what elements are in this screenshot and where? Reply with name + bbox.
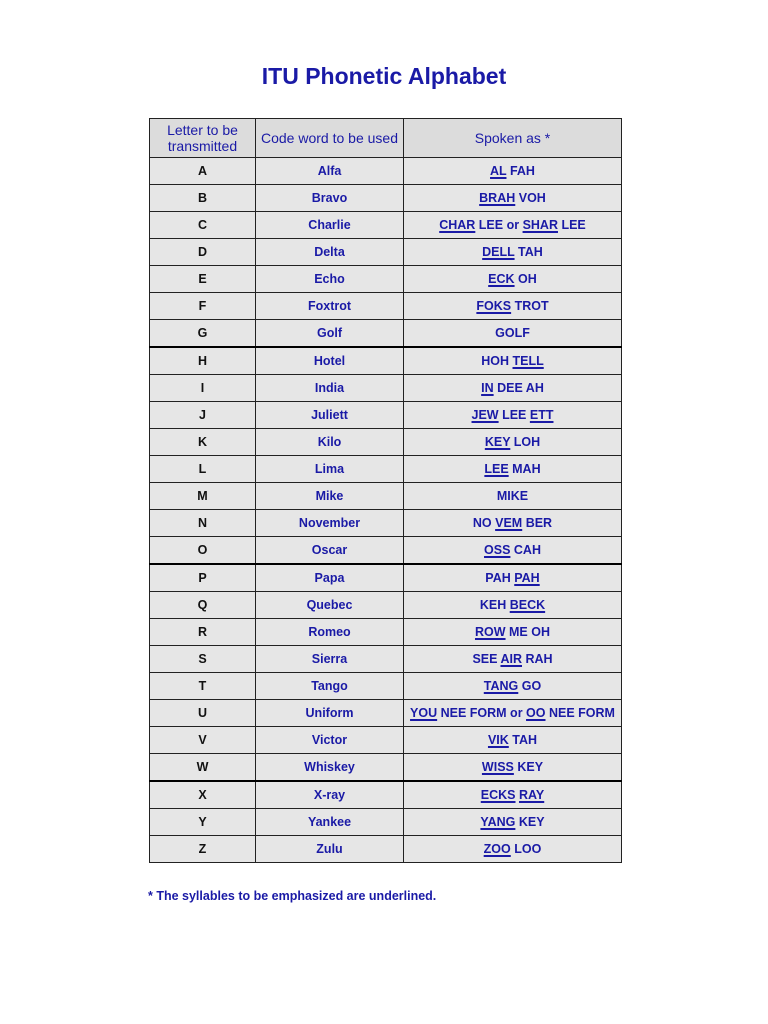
emphasized-syllable: CHAR — [439, 218, 476, 232]
emphasized-syllable: YANG — [480, 815, 516, 829]
letter-cell: G — [150, 320, 256, 348]
emphasized-syllable: ROW — [474, 625, 506, 639]
code-word-cell: X-ray — [256, 781, 404, 809]
table-row — [150, 429, 622, 456]
table-row — [150, 320, 622, 348]
letter-cell: N — [150, 510, 256, 537]
letter-cell: F — [150, 293, 256, 320]
code-word-cell: November — [256, 510, 404, 537]
spoken-as-cell — [404, 673, 622, 700]
syllable: KEY — [513, 760, 544, 774]
code-word-cell: Quebec — [256, 592, 404, 619]
syllable: MIKE — [496, 489, 529, 503]
emphasized-syllable: ECKS — [480, 788, 516, 802]
table-row — [150, 375, 622, 402]
emphasized-syllable: DELL — [482, 245, 515, 259]
code-word-cell: Sierra — [256, 646, 404, 673]
table-header-row — [150, 119, 622, 158]
code-word-cell: Oscar — [256, 537, 404, 565]
table-row — [150, 836, 622, 863]
letter-cell: C — [150, 212, 256, 239]
letter-cell: M — [150, 483, 256, 510]
emphasized-syllable: VIK — [487, 733, 509, 747]
spoken-as-cell — [404, 781, 622, 809]
emphasized-syllable: ZOO — [483, 842, 511, 856]
syllable: NEE FORM — [545, 706, 615, 720]
letter-cell: T — [150, 673, 256, 700]
letter-cell: W — [150, 754, 256, 782]
spoken-as-cell — [404, 564, 622, 592]
syllable: KEH — [479, 598, 510, 612]
column-header-letter: Letter to be transmitted — [150, 119, 256, 158]
emphasized-syllable: VEM — [495, 516, 523, 530]
code-word-cell: Hotel — [256, 347, 404, 375]
table-row — [150, 483, 622, 510]
letter-cell: Z — [150, 836, 256, 863]
code-word-cell: Uniform — [256, 700, 404, 727]
table-row — [150, 754, 622, 782]
code-word-cell: Lima — [256, 456, 404, 483]
letter-cell: U — [150, 700, 256, 727]
syllable: MAH — [508, 462, 541, 476]
code-word-cell: Whiskey — [256, 754, 404, 782]
syllable: LEE — [498, 408, 530, 422]
table-row — [150, 212, 622, 239]
letter-cell: S — [150, 646, 256, 673]
letter-cell: X — [150, 781, 256, 809]
code-word-cell: Juliett — [256, 402, 404, 429]
syllable: LEE — [557, 218, 586, 232]
syllable: LEE or — [475, 218, 523, 232]
syllable: LOO — [510, 842, 542, 856]
code-word-cell: Charlie — [256, 212, 404, 239]
syllable: HOH — [481, 354, 513, 368]
letter-cell: R — [150, 619, 256, 646]
table-row — [150, 700, 622, 727]
table-body — [150, 158, 622, 863]
table-row — [150, 402, 622, 429]
spoken-as-cell — [404, 646, 622, 673]
letter-cell: O — [150, 537, 256, 565]
emphasized-syllable: ETT — [529, 408, 554, 422]
spoken-as-cell — [404, 347, 622, 375]
emphasized-syllable: AL — [490, 164, 507, 178]
code-word-cell: Kilo — [256, 429, 404, 456]
table-row — [150, 673, 622, 700]
spoken-as-cell — [404, 700, 622, 727]
syllable: TROT — [511, 299, 549, 313]
spoken-as-cell — [404, 375, 622, 402]
letter-cell: J — [150, 402, 256, 429]
table-row — [150, 239, 622, 266]
syllable: TAH — [508, 733, 538, 747]
emphasized-syllable: JEW — [471, 408, 499, 422]
table-row — [150, 619, 622, 646]
phonetic-alphabet-table — [149, 118, 622, 863]
table-row — [150, 781, 622, 809]
emphasized-syllable: OO — [526, 706, 546, 720]
code-word-cell: Papa — [256, 564, 404, 592]
table-row — [150, 646, 622, 673]
spoken-as-cell — [404, 537, 622, 565]
spoken-as-cell — [404, 293, 622, 320]
letter-cell: A — [150, 158, 256, 185]
emphasized-syllable: BECK — [509, 598, 546, 612]
spoken-as-cell — [404, 266, 622, 293]
table-row — [150, 347, 622, 375]
page-title: ITU Phonetic Alphabet — [261, 63, 507, 89]
table-row — [150, 158, 622, 185]
syllable: ME OH — [505, 625, 550, 639]
emphasized-syllable: YOU — [410, 706, 438, 720]
syllable: KEY — [515, 815, 545, 829]
spoken-as-cell — [404, 754, 622, 782]
table-row — [150, 537, 622, 565]
emphasized-syllable: IN — [481, 381, 494, 395]
spoken-as-cell — [404, 619, 622, 646]
code-word-cell: Romeo — [256, 619, 404, 646]
emphasized-syllable: AIR — [500, 652, 522, 666]
emphasized-syllable: TANG — [483, 679, 519, 693]
syllable: CAH — [510, 543, 541, 557]
emphasized-syllable: LEE — [484, 462, 509, 476]
spoken-as-cell — [404, 320, 622, 348]
spoken-as-cell — [404, 402, 622, 429]
letter-cell: V — [150, 727, 256, 754]
code-word-cell: Alfa — [256, 158, 404, 185]
syllable: GO — [518, 679, 542, 693]
spoken-as-cell — [404, 809, 622, 836]
code-word-cell: Delta — [256, 239, 404, 266]
table-row — [150, 809, 622, 836]
spoken-as-cell — [404, 483, 622, 510]
letter-cell: Y — [150, 809, 256, 836]
table-row — [150, 266, 622, 293]
code-word-cell: Zulu — [256, 836, 404, 863]
code-word-cell: Golf — [256, 320, 404, 348]
spoken-as-cell — [404, 727, 622, 754]
letter-cell: B — [150, 185, 256, 212]
spoken-as-cell — [404, 510, 622, 537]
syllable: GOLF — [495, 326, 530, 340]
column-header-spoken-as: Spoken as * — [404, 119, 622, 158]
syllable: NO — [472, 516, 496, 530]
spoken-as-cell — [404, 239, 622, 266]
emphasized-syllable: BRAH — [479, 191, 516, 205]
letter-cell: P — [150, 564, 256, 592]
table-row — [150, 185, 622, 212]
letter-cell: I — [150, 375, 256, 402]
table-row — [150, 727, 622, 754]
spoken-as-cell — [404, 429, 622, 456]
footnote: * The syllables to be emphasized are underlined. — [148, 889, 437, 903]
code-word-cell: Mike — [256, 483, 404, 510]
code-word-cell: India — [256, 375, 404, 402]
syllable: TAH — [514, 245, 543, 259]
spoken-as-cell — [404, 158, 622, 185]
code-word-cell: Bravo — [256, 185, 404, 212]
letter-cell: Q — [150, 592, 256, 619]
spoken-as-cell — [404, 592, 622, 619]
letter-cell: H — [150, 347, 256, 375]
emphasized-syllable: RAY — [518, 788, 545, 802]
letter-cell: E — [150, 266, 256, 293]
syllable: DEE AH — [493, 381, 544, 395]
spoken-as-cell — [404, 185, 622, 212]
spoken-as-cell — [404, 456, 622, 483]
syllable: OH — [514, 272, 537, 286]
syllable: RAH — [522, 652, 553, 666]
code-word-cell: Victor — [256, 727, 404, 754]
spoken-as-cell — [404, 836, 622, 863]
syllable: VOH — [515, 191, 546, 205]
emphasized-syllable: KEY — [484, 435, 511, 449]
emphasized-syllable: WISS — [481, 760, 514, 774]
code-word-cell: Foxtrot — [256, 293, 404, 320]
emphasized-syllable: SHAR — [522, 218, 558, 232]
code-word-cell: Yankee — [256, 809, 404, 836]
letter-cell: L — [150, 456, 256, 483]
letter-cell: K — [150, 429, 256, 456]
letter-cell: D — [150, 239, 256, 266]
spoken-as-cell — [404, 212, 622, 239]
syllable: SEE — [472, 652, 501, 666]
syllable: BER — [522, 516, 553, 530]
syllable: NEE FORM or — [437, 706, 527, 720]
syllable: PAH — [485, 571, 515, 585]
table-row — [150, 510, 622, 537]
code-word-cell: Tango — [256, 673, 404, 700]
syllable: FAH — [506, 164, 535, 178]
syllable: LOH — [510, 435, 541, 449]
table-row — [150, 592, 622, 619]
table-row — [150, 456, 622, 483]
emphasized-syllable: ECK — [488, 272, 515, 286]
emphasized-syllable: OSS — [484, 543, 511, 557]
column-header-code-word: Code word to be used — [256, 119, 404, 158]
table-row — [150, 564, 622, 592]
emphasized-syllable: TELL — [512, 354, 544, 368]
emphasized-syllable: FOKS — [476, 299, 512, 313]
code-word-cell: Echo — [256, 266, 404, 293]
emphasized-syllable: PAH — [514, 571, 540, 585]
table-row — [150, 293, 622, 320]
